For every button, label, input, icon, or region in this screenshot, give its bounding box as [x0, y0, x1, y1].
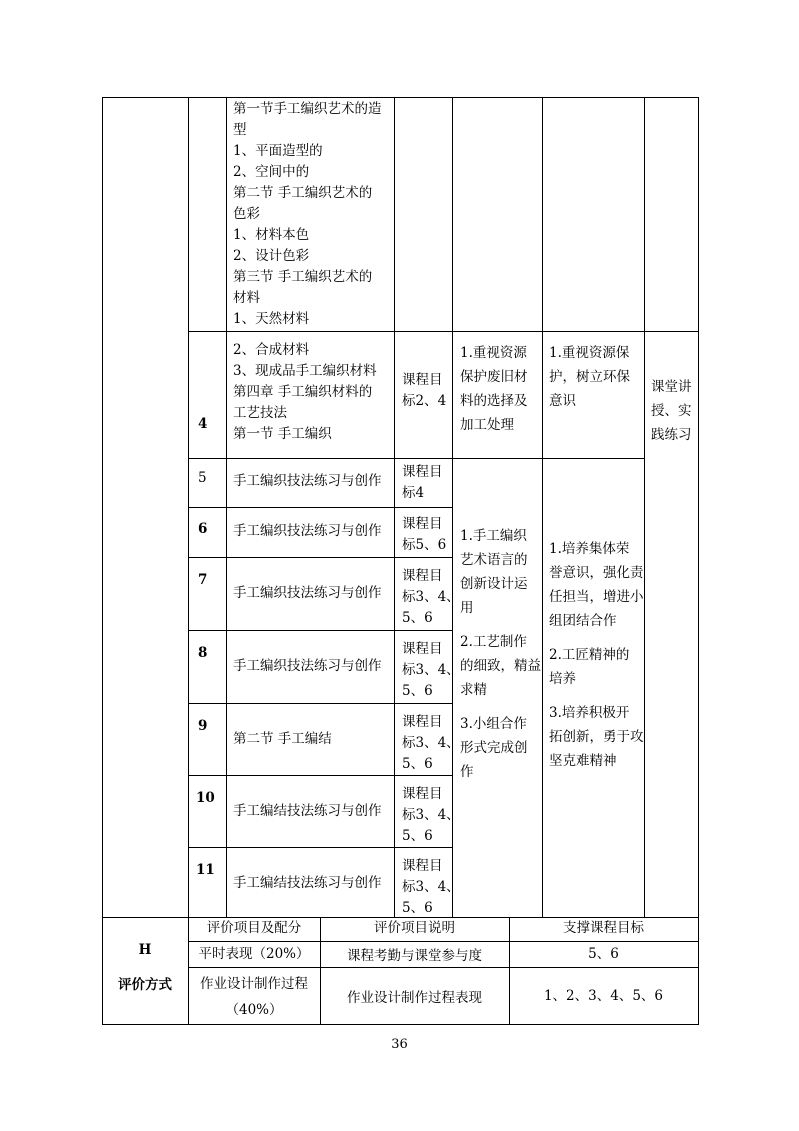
- row-content: 手工编结技法练习与创作: [233, 875, 382, 891]
- req-line: 3.小组合作: [460, 716, 527, 732]
- table-border-right: [698, 97, 699, 1025]
- req-line: 料的选择及: [460, 393, 528, 409]
- req-merged: [460, 524, 541, 784]
- eval-item-targets: 5、6: [588, 946, 619, 962]
- row-number: 7: [198, 572, 208, 588]
- target-line: 标3、4、: [402, 662, 460, 678]
- row-line: [188, 331, 699, 332]
- ideo-line: 培养: [549, 671, 576, 687]
- req-line: 的细致，精益: [460, 658, 541, 674]
- section-label: 评价方式: [118, 977, 172, 993]
- method-line: 践练习: [651, 427, 692, 443]
- row-line: [188, 507, 452, 508]
- target-line: 课程目: [402, 568, 443, 584]
- row-number: 8: [198, 645, 208, 661]
- req-line: 求精: [460, 682, 487, 698]
- req-line: 创新设计运: [460, 576, 528, 592]
- content-line: 型: [233, 122, 247, 138]
- req-line: 2.工艺制作: [460, 634, 527, 650]
- target-line: 标5、6: [402, 537, 447, 553]
- row-target: [402, 462, 443, 504]
- eval-item-desc: 课程考勤与课堂参与度: [347, 948, 482, 964]
- eval-item-name: 平时表现（20%）: [198, 946, 310, 962]
- target-line: 课程目: [402, 858, 443, 874]
- req-gap: [460, 620, 541, 630]
- row-line: [188, 630, 452, 631]
- ideo-row4: [549, 341, 630, 413]
- row-content: 手工编结技法练习与创作: [233, 803, 382, 819]
- ideo-line: 2.工匠精神的: [549, 647, 630, 663]
- method-line: 课堂讲: [651, 379, 692, 395]
- ideo-line: 1.重视资源保: [549, 345, 630, 361]
- row-line: [188, 458, 644, 459]
- content-line: 2、空间中的: [233, 164, 310, 180]
- table-border-left: [102, 97, 103, 1025]
- ideo-line: 意识: [549, 393, 576, 409]
- content-line: 色彩: [233, 206, 260, 222]
- content-line: 2、设计色彩: [233, 248, 310, 264]
- top-content-lines: [233, 99, 382, 330]
- ideo-merged: [549, 537, 644, 773]
- eval-name-line: 作业设计制作过程: [200, 976, 308, 992]
- ideo-line: 3.培养积极开: [549, 705, 630, 721]
- content-line: 材料: [233, 290, 260, 306]
- content-line: 工艺技法: [233, 405, 287, 421]
- content-line: 第一节手工编织艺术的造: [233, 101, 382, 117]
- row-number: 11: [196, 862, 215, 878]
- eval-header-item: 评价项目及配分: [206, 920, 302, 936]
- content-line: 1、材料本色: [233, 227, 310, 243]
- row-content: 手工编织技法练习与创作: [233, 585, 382, 601]
- eval-item-name: [188, 971, 320, 1023]
- row-content: 手工编织技法练习与创作: [233, 658, 382, 674]
- req-line: 1.重视资源: [460, 345, 527, 361]
- target-line: 课程目: [402, 714, 443, 730]
- method-cell: [651, 375, 692, 447]
- ideo-line: 1.培养集体荣: [549, 541, 630, 557]
- target-line: 标3、4、: [402, 879, 460, 895]
- ideo-line: 誉意识，强化责: [549, 565, 644, 581]
- row-target: [402, 856, 460, 919]
- content-line: 2、合成材料: [233, 342, 310, 358]
- eval-header-target: 支撑课程目标: [563, 920, 644, 936]
- row-target: [402, 566, 460, 629]
- page-number: 36: [391, 1037, 408, 1052]
- row-target: [402, 712, 460, 775]
- req-line: 用: [460, 600, 474, 616]
- row-number: 4: [198, 416, 208, 432]
- req-line: 1.手工编织: [460, 528, 527, 544]
- target-line: 标3、4、: [402, 807, 460, 823]
- target-line: 5、6: [402, 828, 433, 844]
- content-line: 第四章 手工编织材料的: [233, 384, 373, 400]
- eval-item-desc: 作业设计制作过程表现: [347, 990, 482, 1006]
- req-row4: [460, 341, 528, 437]
- ideo-line: 任担当，增进小: [549, 589, 644, 605]
- row-number: 10: [196, 790, 215, 806]
- content-line: 第一节 手工编织: [233, 426, 332, 442]
- eval-header-desc: 评价项目说明: [374, 920, 455, 936]
- req-gap: [460, 702, 541, 712]
- target-line: 课程目: [402, 641, 443, 657]
- col-line: [188, 97, 189, 1025]
- row-line: [188, 775, 452, 776]
- method-line: 授、实: [651, 403, 692, 419]
- row-target: [402, 370, 446, 412]
- row-line: [188, 703, 452, 704]
- target-line: 标2、4: [402, 393, 447, 409]
- target-line: 标3、4、: [402, 589, 460, 605]
- ideo-line: 拓创新，勇于攻: [549, 729, 644, 745]
- row-number: 5: [198, 470, 207, 486]
- content-line: 1、天然材料: [233, 311, 310, 327]
- eval-name-line: （40%）: [225, 1002, 283, 1018]
- req-line: 形式完成创: [460, 740, 528, 756]
- ideo-line: 组团结合作: [549, 613, 617, 629]
- content-line: 1、平面造型的: [233, 143, 323, 159]
- table-border-top: [102, 97, 699, 98]
- row-line: [188, 847, 452, 848]
- col-line: [542, 97, 543, 917]
- content-line: 第三节 手工编织艺术的: [233, 269, 373, 285]
- target-line: 课程目: [402, 464, 443, 480]
- row-target: [402, 784, 460, 847]
- target-line: 课程目: [402, 516, 443, 532]
- target-line: 5、6: [402, 756, 433, 772]
- ideo-line: 坚克难精神: [549, 753, 617, 769]
- target-line: 课程目: [402, 372, 443, 388]
- ideo-gap: [549, 633, 644, 643]
- target-line: 课程目: [402, 786, 443, 802]
- row-number: 6: [198, 521, 208, 537]
- ideo-line: 护，树立环保: [549, 369, 630, 385]
- eval-row-line: [188, 941, 699, 942]
- content-line: 第二节 手工编织艺术的: [233, 185, 373, 201]
- row-number: 9: [198, 718, 208, 734]
- req-line: 保护废旧材: [460, 369, 528, 385]
- table-border-bottom: [102, 1024, 699, 1025]
- target-line: 5、6: [402, 610, 433, 626]
- row-target: [402, 639, 460, 702]
- row-content: 第二节 手工编结: [233, 731, 332, 747]
- req-line: 艺术语言的: [460, 552, 528, 568]
- req-line: 作: [460, 764, 474, 780]
- target-line: 标4: [402, 485, 425, 501]
- row-content: [233, 340, 377, 445]
- target-line: 5、6: [402, 683, 433, 699]
- row-line: [188, 557, 452, 558]
- row-target: [402, 514, 446, 556]
- target-line: 5、6: [402, 900, 433, 916]
- target-line: 标3、4、: [402, 735, 460, 751]
- ideo-gap: [549, 691, 644, 701]
- eval-row-line: [188, 967, 699, 968]
- content-line: 3、现成品手工编织材料: [233, 363, 377, 379]
- col-line: [644, 97, 645, 917]
- row-content: 手工编织技法练习与创作: [233, 473, 382, 489]
- eval-item-targets: 1、2、3、4、5、6: [543, 988, 664, 1004]
- row-content: 手工编织技法练习与创作: [233, 523, 382, 539]
- section-code: H: [138, 942, 152, 958]
- req-line: 加工处理: [460, 417, 514, 433]
